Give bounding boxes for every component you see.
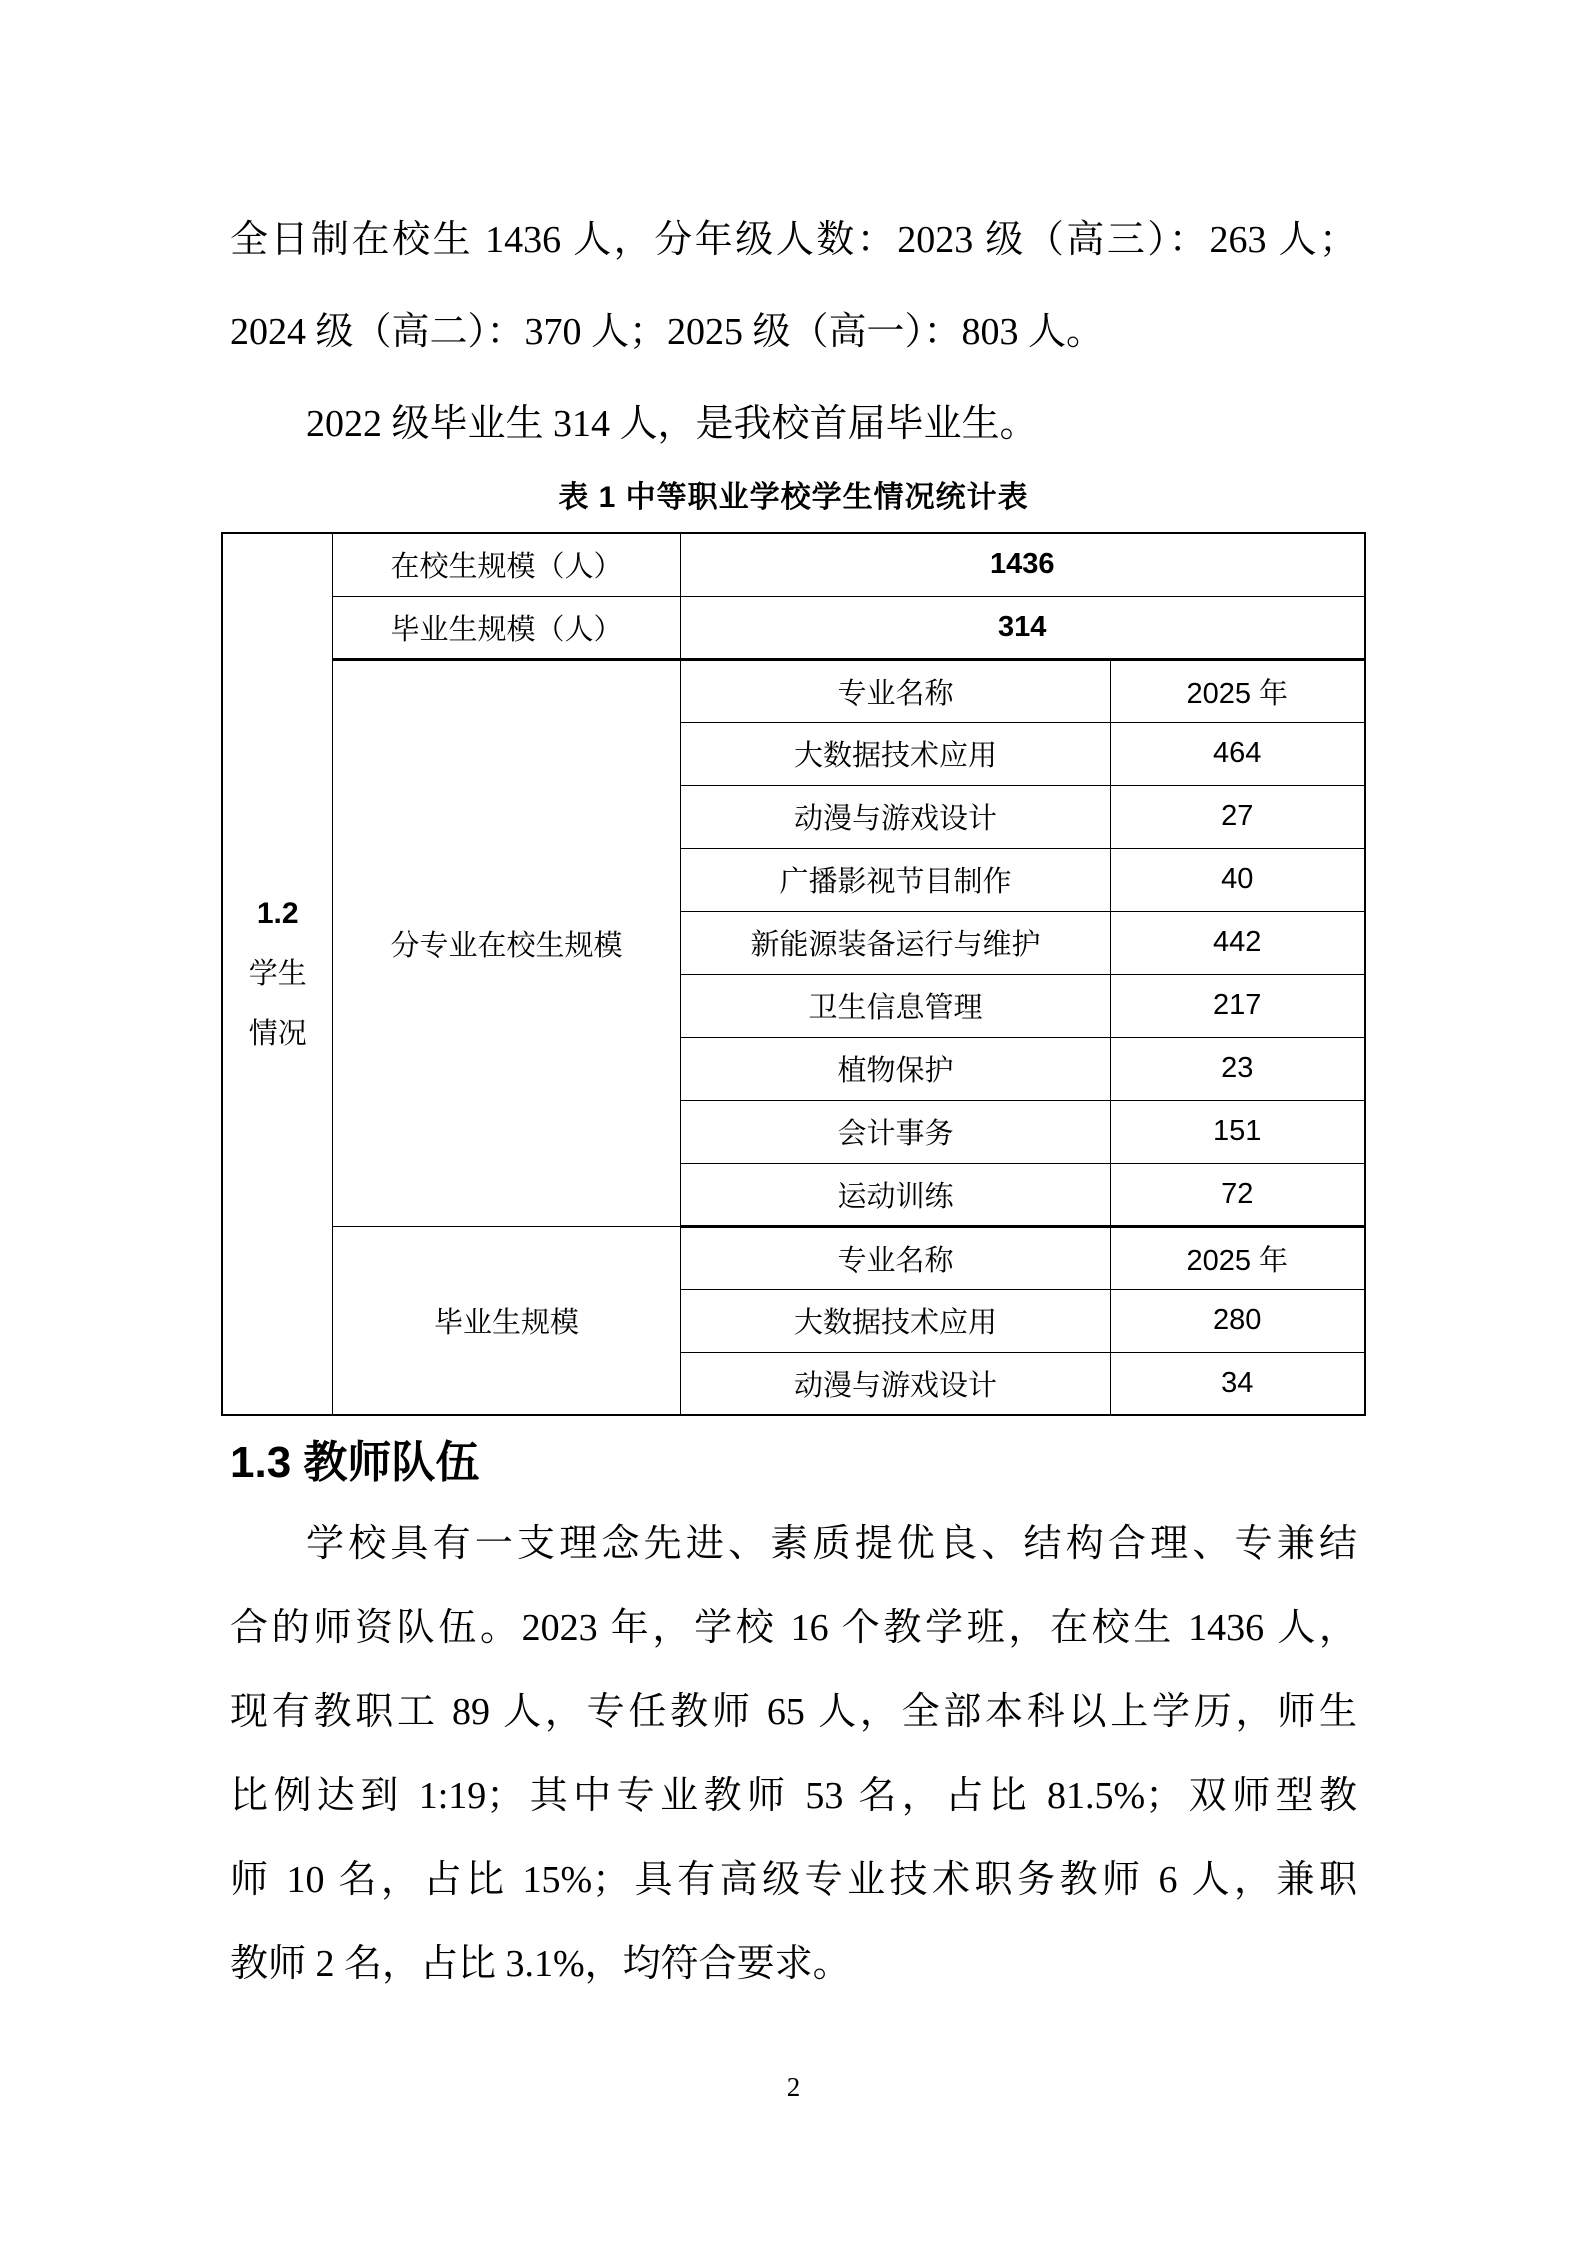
value-cell: 34: [1110, 1352, 1364, 1415]
category-cell: 分专业在校生规模: [332, 659, 680, 1226]
category-cell: 毕业生规模: [332, 1226, 680, 1415]
intro-paragraphs: [230, 0, 1357, 470]
page-number: 2: [786, 2072, 801, 2102]
side-label-line: 学生: [248, 958, 307, 990]
table-row: [222, 659, 1364, 722]
value-cell: 23: [1110, 1037, 1364, 1100]
paragraph-line: 现有教职工 89 人，专任教师 65 人，全部本科以上学历，师生: [230, 1691, 1357, 1733]
major-name-cell: 专业名称: [680, 659, 1110, 722]
section-number: 1.2: [256, 897, 299, 930]
section-heading: 1.3 教师队伍: [230, 1438, 480, 1487]
value-cell: 314: [680, 596, 1364, 659]
paragraph-line: 全日制在校生 1436 人，分年级人数：2023 级（高三）：263 人；: [230, 219, 1357, 261]
value-cell: 27: [1110, 785, 1364, 848]
major-name-cell: 卫生信息管理: [680, 974, 1110, 1037]
year-cell: 2025 年: [1110, 1226, 1364, 1289]
major-name-cell: 动漫与游戏设计: [680, 1352, 1110, 1415]
value-cell: 217: [1110, 974, 1364, 1037]
value-cell: 464: [1110, 722, 1364, 785]
major-name-cell: 大数据技术应用: [680, 1289, 1110, 1352]
category-cell: 在校生规模（人）: [332, 533, 680, 596]
major-name-cell: 动漫与游戏设计: [680, 785, 1110, 848]
paragraph-line: 2022 级毕业生 314 人，是我校首届毕业生。: [306, 403, 1038, 445]
value-cell: 151: [1110, 1100, 1364, 1163]
value-cell: 442: [1110, 911, 1364, 974]
section-side-label-cell: [222, 533, 332, 1415]
table-row: [222, 533, 1364, 596]
value-cell: 280: [1110, 1289, 1364, 1352]
paragraph-line: 比例达到 1:19；其中专业教师 53 名，占比 81.5%；双师型教: [230, 1775, 1357, 1817]
paragraph-line: 合的师资队伍。2023 年，学校 16 个教学班，在校生 1436 人，: [230, 1607, 1357, 1649]
section-paragraph: [230, 1502, 1357, 2006]
major-name-cell: 植物保护: [680, 1037, 1110, 1100]
major-name-cell: 专业名称: [680, 1226, 1110, 1289]
year-cell: 2025 年: [1110, 659, 1364, 722]
paragraph-line: 学校具有一支理念先进、素质提优良、结构合理、专兼结: [306, 1523, 1357, 1565]
major-name-cell: 大数据技术应用: [680, 722, 1110, 785]
paragraph-line: 2024 级（高二）：370 人；2025 级（高一）：803 人。: [230, 311, 1105, 353]
major-name-cell: 广播影视节目制作: [680, 848, 1110, 911]
value-cell: 1436: [680, 533, 1364, 596]
table-row: [222, 1226, 1364, 1289]
major-name-cell: 运动训练: [680, 1163, 1110, 1226]
paragraph-line: 教师 2 名，占比 3.1%，均符合要求。: [230, 1943, 851, 1985]
major-name-cell: 会计事务: [680, 1100, 1110, 1163]
category-cell: 毕业生规模（人）: [332, 596, 680, 659]
side-label-line: 情况: [248, 1018, 307, 1050]
value-cell: 40: [1110, 848, 1364, 911]
paragraph-line: 师 10 名，占比 15%；具有高级专业技术职务教师 6 人，兼职: [230, 1859, 1357, 1901]
major-name-cell: 新能源装备运行与维护: [680, 911, 1110, 974]
value-cell: 72: [1110, 1163, 1364, 1226]
table-row: [222, 596, 1364, 659]
table-caption: 表 1 中等职业学校学生情况统计表: [558, 481, 1029, 514]
student-stats-table: [221, 532, 1365, 1416]
